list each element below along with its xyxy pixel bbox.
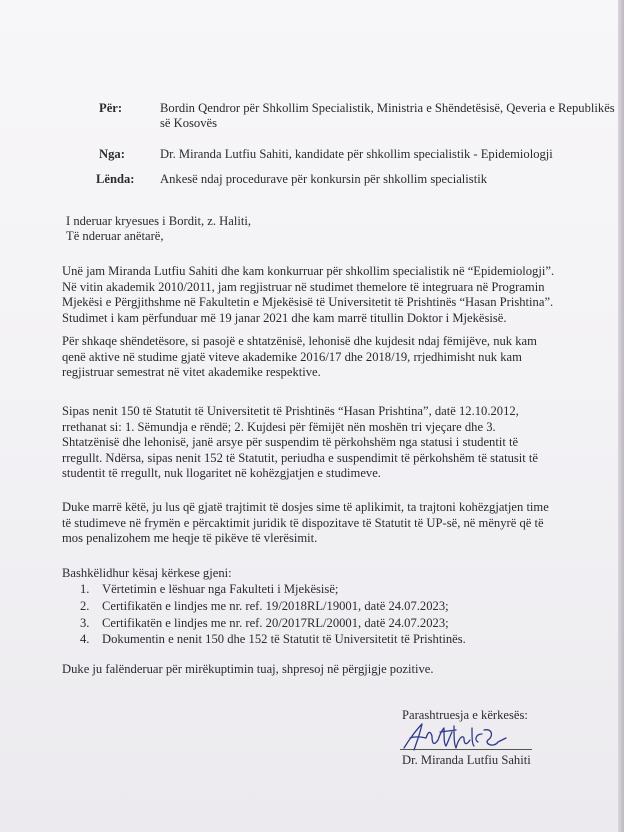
text-line: Studimet i kam përfunduar më 19 janar 2021 dhe kam marrë titullin Doktor i Mjekësisë. — [62, 310, 507, 325]
attachment-text: Certifikatën e lindjes me nr. ref. 19/2018RL/19001, datë 24.07.2023; — [102, 599, 449, 613]
text-line: Unë jam Miranda Lutfiu Sahiti dhe kam konkurruar për shkollim specialistik në “Epidemiologji”. — [62, 264, 555, 278]
text-line: të studimeve në frymën e përcaktimit juridik të dispozitave të Statutit të UP-së, në mënyrë që të — [62, 515, 544, 530]
text-line: qenë aktive në studime gjatë viteve akademike 2016/17 dhe 2018/19, rrjedhimisht nuk kam — [62, 349, 522, 364]
recipient-line-1: Bordin Qendror për Shkollim Specialistik, Ministria e Shëndetësisë, Qeveria e Republikës — [160, 101, 615, 115]
signature-caption: Parashtruesja e kërkesës: — [402, 708, 528, 722]
text-line: mos penalizohem me heqje të pikëve të vlerësimit. — [62, 531, 318, 546]
text-line: Sipas nenit 150 të Statutit të Universitetit të Prishtinës “Hasan Prishtina”, datë 12.10.2012, — [62, 404, 519, 418]
attachment-item — [80, 616, 449, 631]
text-line: regjistruar semestrat në vitet akademike respektive. — [62, 365, 321, 380]
text-line: rrethanat si: 1. Sëmundja e rëndë; 2. Kujdesi për fëmijët nën moshën tri vjeçare dhe 3. — [62, 419, 496, 434]
attachment-number: 2. — [80, 599, 90, 613]
text-line: Duke marrë këtë, ju lus që gjatë trajtimit të dosjes sime të aplikimit, ta trajtoni kohëzgjatjen time — [62, 500, 549, 514]
text-line: Për shkaqe shëndetësore, si pasojë e shtatzënisë, lehonisë dhe kujdesit ndaj fëmijëve, nuk kam — [62, 334, 537, 348]
closing-text: Duke ju falënderuar për mirëkuptimin tuaj, shpresoj në përgjigje pozitive. — [62, 662, 434, 676]
page-edge-shadow — [618, 0, 624, 832]
attachment-item — [80, 582, 338, 597]
nga-label: Nga: — [99, 147, 125, 161]
attachments-intro: Bashkëlidhur kësaj kërkese gjeni: — [62, 566, 232, 580]
attachment-number: 1. — [80, 582, 90, 596]
subject-text: Ankesë ndaj procedurave për konkursin për shkollim specialistik — [160, 172, 488, 186]
attachment-item — [80, 632, 466, 647]
signature-line — [400, 749, 532, 750]
paragraph-intro — [62, 264, 557, 326]
paragraph-statute — [62, 404, 557, 482]
lenda-label: Lënda: — [96, 172, 135, 186]
text-line: studentit të rregullt, nuk llogaritet në kohëzgjatjen e studimeve. — [62, 466, 381, 481]
attachment-number: 3. — [80, 616, 90, 630]
text-line: rregullt. Ndërsa, sipas nenit 152 të Statutit, periudha e suspendimit të përkohshëm të statusit të — [62, 450, 539, 465]
recipient-line-2: së Kosovës — [160, 116, 218, 130]
attachment-text: Dokumentin e nenit 150 dhe 152 të Statutit të Universitetit të Prishtinës. — [102, 632, 466, 646]
attachment-text: Certifikatën e lindjes me nr. ref. 20/2017RL/20001, datë 24.07.2023; — [102, 616, 449, 630]
paragraph-request — [62, 500, 557, 547]
text-line: Mjekësi e Përgjithshme në Fakultetin e Mjekësisë të Universitetit të Prishtinës “Hasan Prishtina”. — [62, 295, 554, 310]
text-line: Në vitin akademik 2010/2011, jam regjistruar në studimet themelore të integruara në Programin — [62, 279, 545, 294]
attachment-text: Vërtetimin e lëshuar nga Fakulteti i Mjekësisë; — [102, 582, 339, 596]
per-label: Për: — [99, 101, 123, 115]
attachment-item — [80, 599, 449, 614]
attachment-number: 4. — [80, 632, 90, 646]
greeting-line-1: I nderuar kryesues i Bordit, z. Haliti, — [66, 214, 252, 228]
signatory-name: Dr. Miranda Lutfiu Sahiti — [402, 753, 531, 767]
paragraph-health-reasons — [62, 334, 557, 381]
greeting-line-2: Të nderuar anëtarë, — [66, 229, 164, 243]
text-line: Shtatzënisë dhe lehonisë, janë arsye për suspendim të përkohshëm nga statusi i studentit të — [62, 435, 519, 450]
sender-text: Dr. Miranda Lutfiu Sahiti, kandidate për shkollim specialistik - Epidemiologji — [160, 147, 553, 161]
